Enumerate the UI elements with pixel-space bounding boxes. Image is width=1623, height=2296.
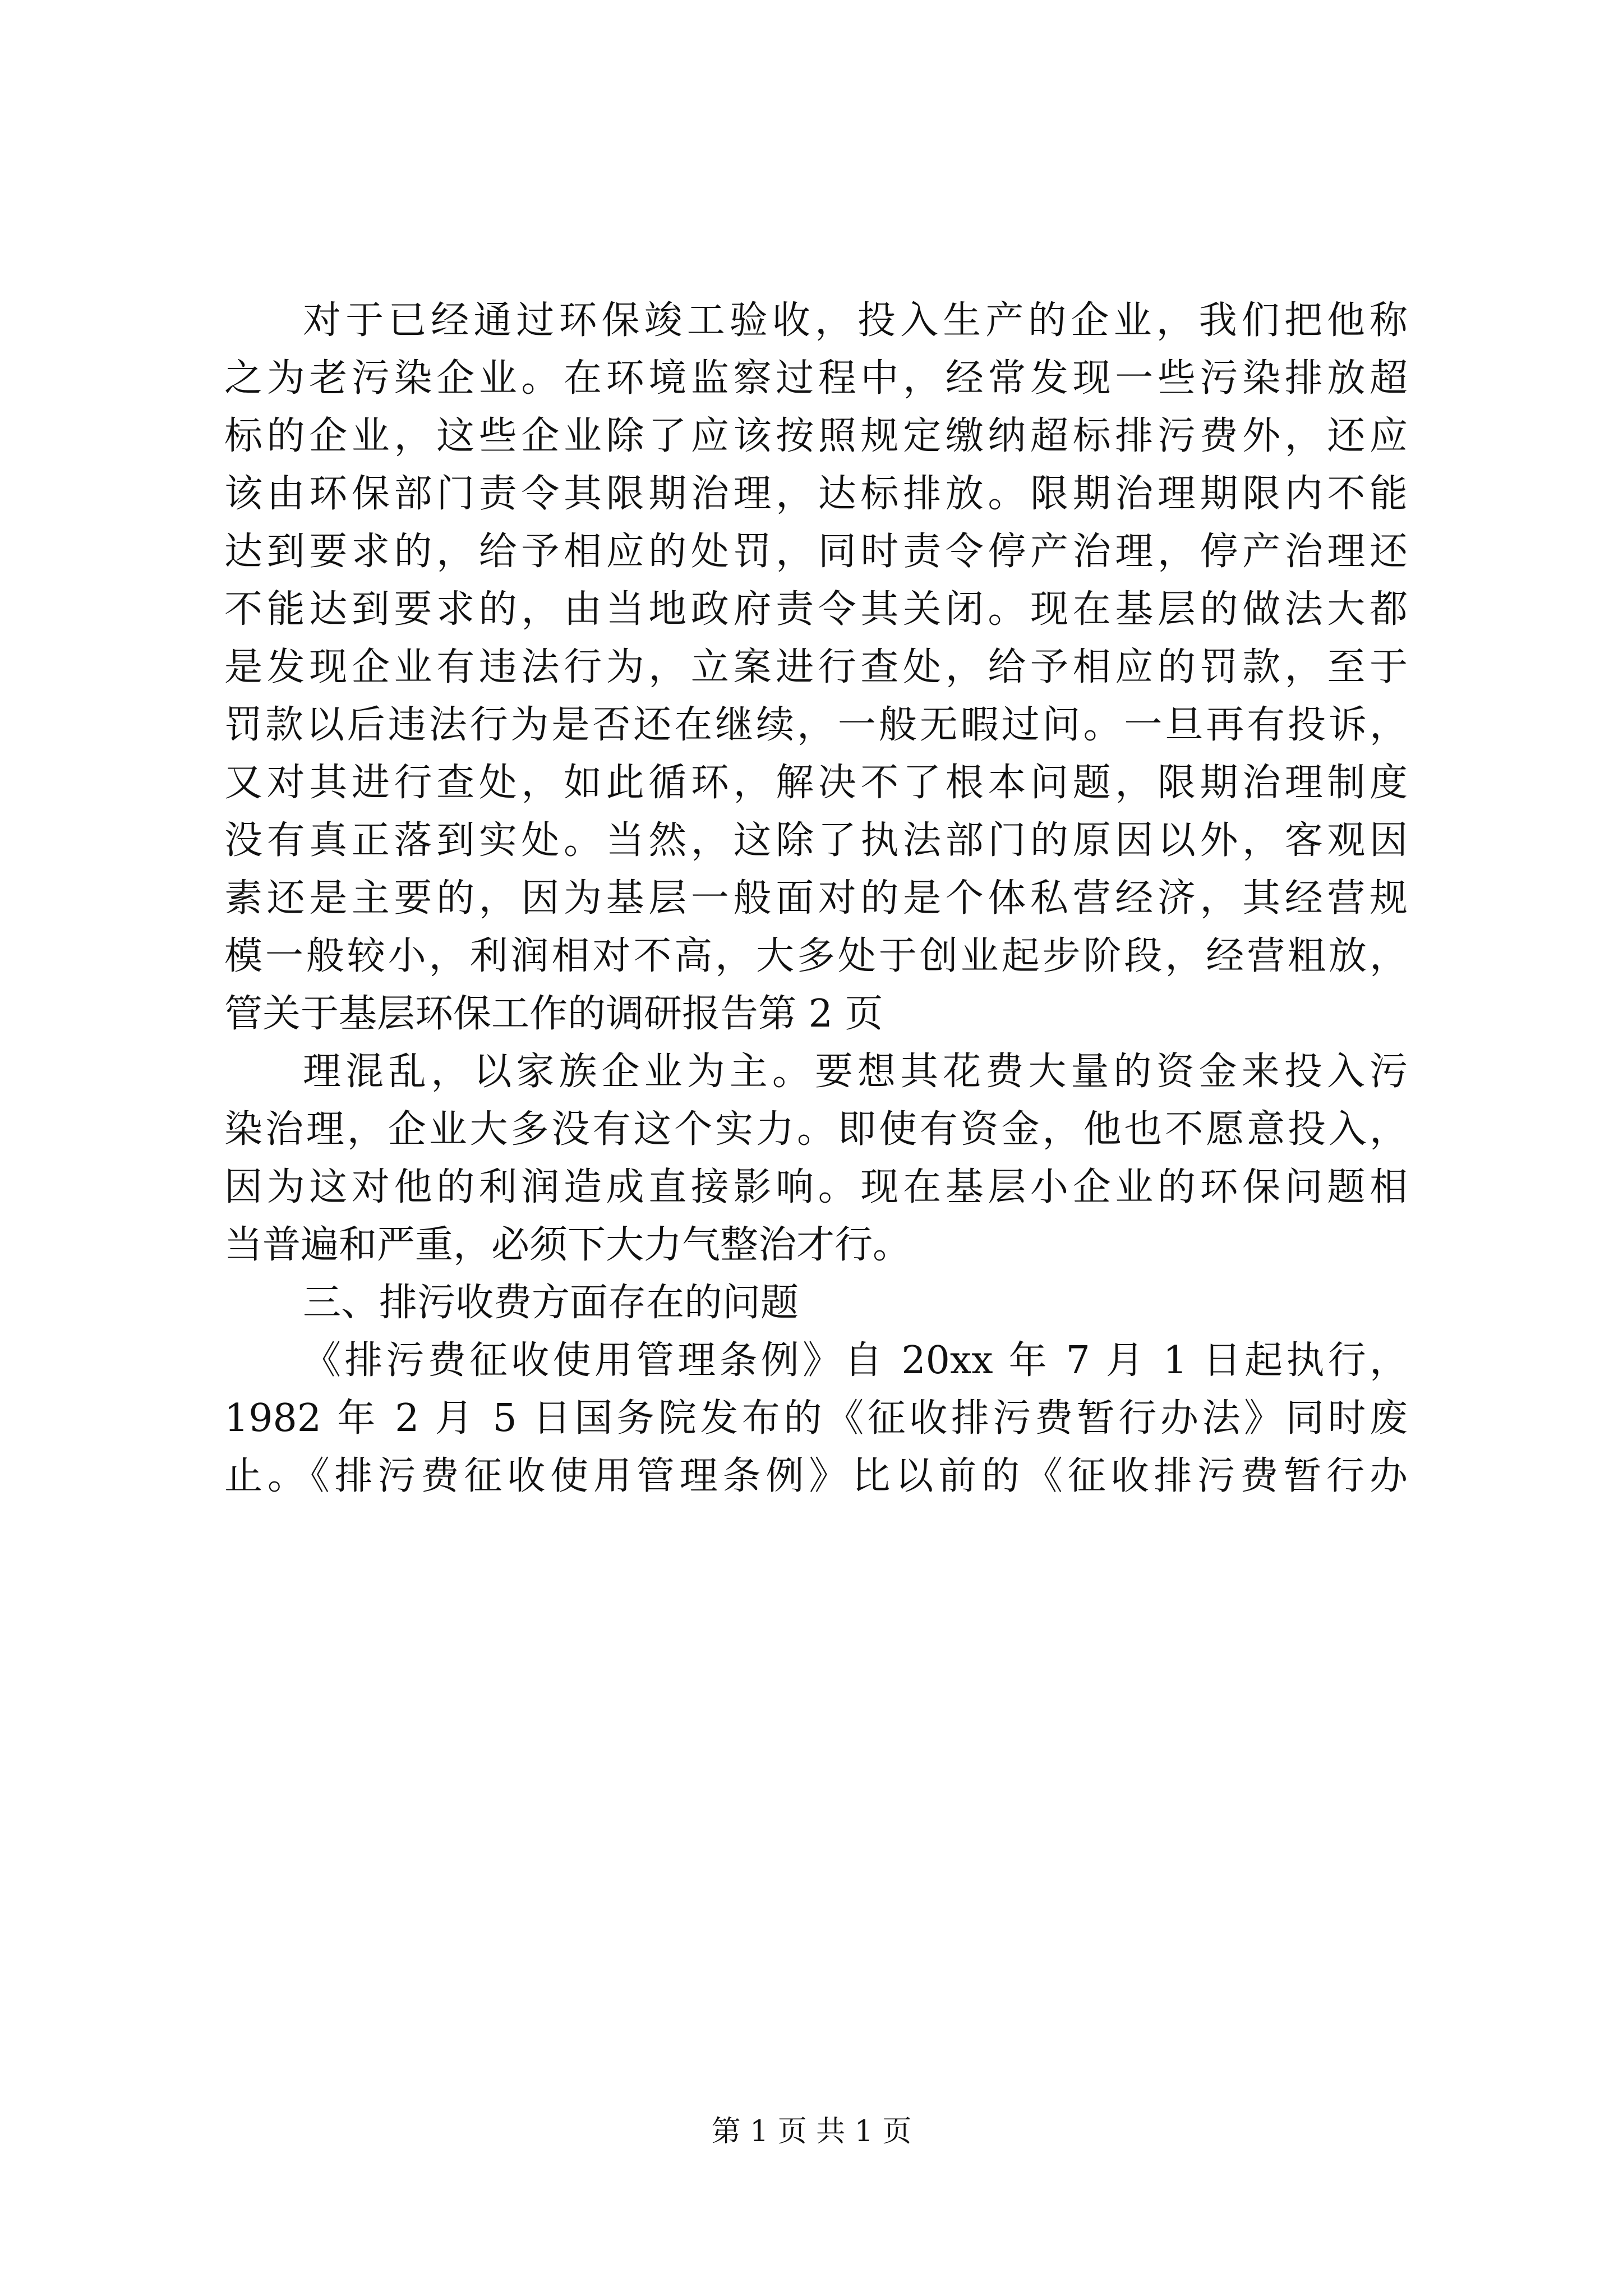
text-line: 标的企业，这些企业除了应该按照规定缴纳超标排污费外，还应: [224, 414, 1408, 458]
text-line: 《排污费征收使用管理条例》自 20xx 年 7 月 1 日起执行，: [303, 1338, 1408, 1383]
text-line: 不能达到要求的，由当地政府责令其关闭。现在基层的做法大都: [224, 587, 1408, 632]
text-line: 没有真正落到实处。当然，这除了执法部门的原因以外，客观因: [224, 818, 1408, 863]
text-line: 罚款以后违法行为是否还在继续，一般无暇过问。一旦再有投诉，: [224, 703, 1408, 747]
text-line: 1982 年 2 月 5 日国务院发布的《征收排污费暂行办法》同时废: [224, 1396, 1408, 1441]
text-line: 当普遍和严重，必须下大力气整治才行。: [224, 1223, 911, 1267]
section-heading: 三、排污收费方面存在的问题: [303, 1281, 799, 1325]
text-line: 因为这对他的利润造成直接影响。现在基层小企业的环保问题相: [224, 1165, 1408, 1209]
page-marker-line: 管关于基层环保工作的调研报告第 2 页: [224, 992, 883, 1036]
text-line: 素还是主要的，因为基层一般面对的是个体私营经济，其经营规: [224, 876, 1408, 921]
text-line: 是发现企业有违法行为，立案进行查处，给予相应的罚款，至于: [224, 645, 1408, 689]
text-line: 又对其进行查处，如此循环，解决不了根本问题，限期治理制度: [224, 761, 1408, 805]
text-line: 止。《排污费征收使用管理条例》比以前的《征收排污费暂行办: [224, 1454, 1408, 1498]
text-line: 之为老污染企业。在环境监察过程中，经常发现一些污染排放超: [224, 356, 1408, 401]
text-line: 染治理，企业大多没有这个实力。即使有资金，他也不愿意投入，: [224, 1107, 1408, 1152]
page-footer: 第 1 页 共 1 页: [711, 2115, 912, 2148]
text-line: 达到要求的，给予相应的处罚，同时责令停产治理，停产治理还: [224, 530, 1408, 574]
text-line: 模一般较小，利润相对不高，大多处于创业起步阶段，经营粗放，: [224, 934, 1408, 978]
document-body: [224, 292, 1408, 1505]
text-line: 理混乱，以家族企业为主。要想其花费大量的资金来投入污: [303, 1050, 1408, 1094]
text-line: 该由环保部门责令其限期治理，达标排放。限期治理期限内不能: [224, 472, 1408, 516]
text-line: 对于已经通过环保竣工验收，投入生产的企业，我们把他称: [303, 298, 1408, 343]
